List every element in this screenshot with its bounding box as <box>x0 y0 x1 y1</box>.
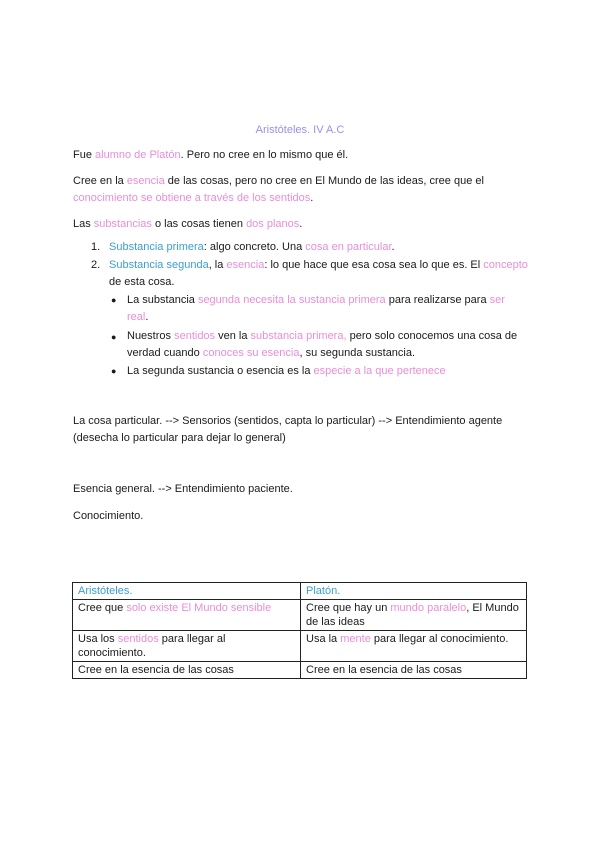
bullet-dot: ● <box>111 295 117 305</box>
table-cell: Cree que solo existe El Mundo sensible <box>73 600 301 631</box>
bullet-item-sentidos: Nuestros sentidos ven la substancia primera, pero solo conocemos una cosa de verdad cuando conoces su esencia, su segunda sustancia. <box>127 330 518 359</box>
table-cell: Usa los sentidos para llegar al conocimiento. <box>73 631 301 662</box>
table-cell: Cree que hay un mundo paralelo, El Mundo de las ideas <box>301 600 527 631</box>
list-item-substancia-segunda: Substancia segunda, la esencia: lo que hace que esa cosa sea lo que es. El concepto de esta cosa. <box>109 259 528 288</box>
comparison-table <box>72 582 527 679</box>
bullet-dot: ● <box>111 332 117 342</box>
table-row <box>73 662 527 679</box>
paragraph-cosa-particular: La cosa particular. --> Sensorios (sentidos, capta lo particular) --> Entendimiento agente (desecha lo particular para dejar lo general) <box>73 415 503 444</box>
table-header-platon: Platón. <box>301 583 527 600</box>
list-number-2: 2. <box>91 259 101 271</box>
table-row <box>73 583 527 600</box>
bullet-item-substancia-segunda: La substancia segunda necesita la sustancia primera para realizarse para ser real. <box>127 294 505 323</box>
table-row <box>73 600 527 631</box>
paragraph-esencia-general: Esencia general. --> Entendimiento paciente. <box>73 483 293 495</box>
list-item-substancia-primera: Substancia primera: algo concreto. Una cosa en particular. <box>109 241 395 253</box>
list-number-1: 1. <box>91 241 101 253</box>
table-cell: Usa la mente para llegar al conocimiento. <box>301 631 527 662</box>
paragraph-conocimiento: Conocimiento. <box>73 510 144 522</box>
paragraph-esencia: Cree en la esencia de las cosas, pero no cree en El Mundo de las ideas, cree que el conocimiento se obtiene a través de los sentidos. <box>73 175 484 204</box>
table-cell: Cree en la esencia de las cosas <box>73 662 301 679</box>
table-header-aristoteles: Aristóteles. <box>73 583 301 600</box>
bullet-dot: ● <box>111 366 117 376</box>
bullet-item-especie: La segunda sustancia o esencia es la especie a la que pertenece <box>127 365 446 377</box>
paragraph-alumno: Fue alumno de Platón. Pero no cree en lo mismo que él. <box>73 149 349 161</box>
table-row <box>73 631 527 662</box>
page-title: Aristóteles. IV A.C <box>255 124 345 136</box>
paragraph-substancias: Las substancias o las cosas tienen dos planos. <box>73 218 303 230</box>
table-cell: Cree en la esencia de las cosas <box>301 662 527 679</box>
